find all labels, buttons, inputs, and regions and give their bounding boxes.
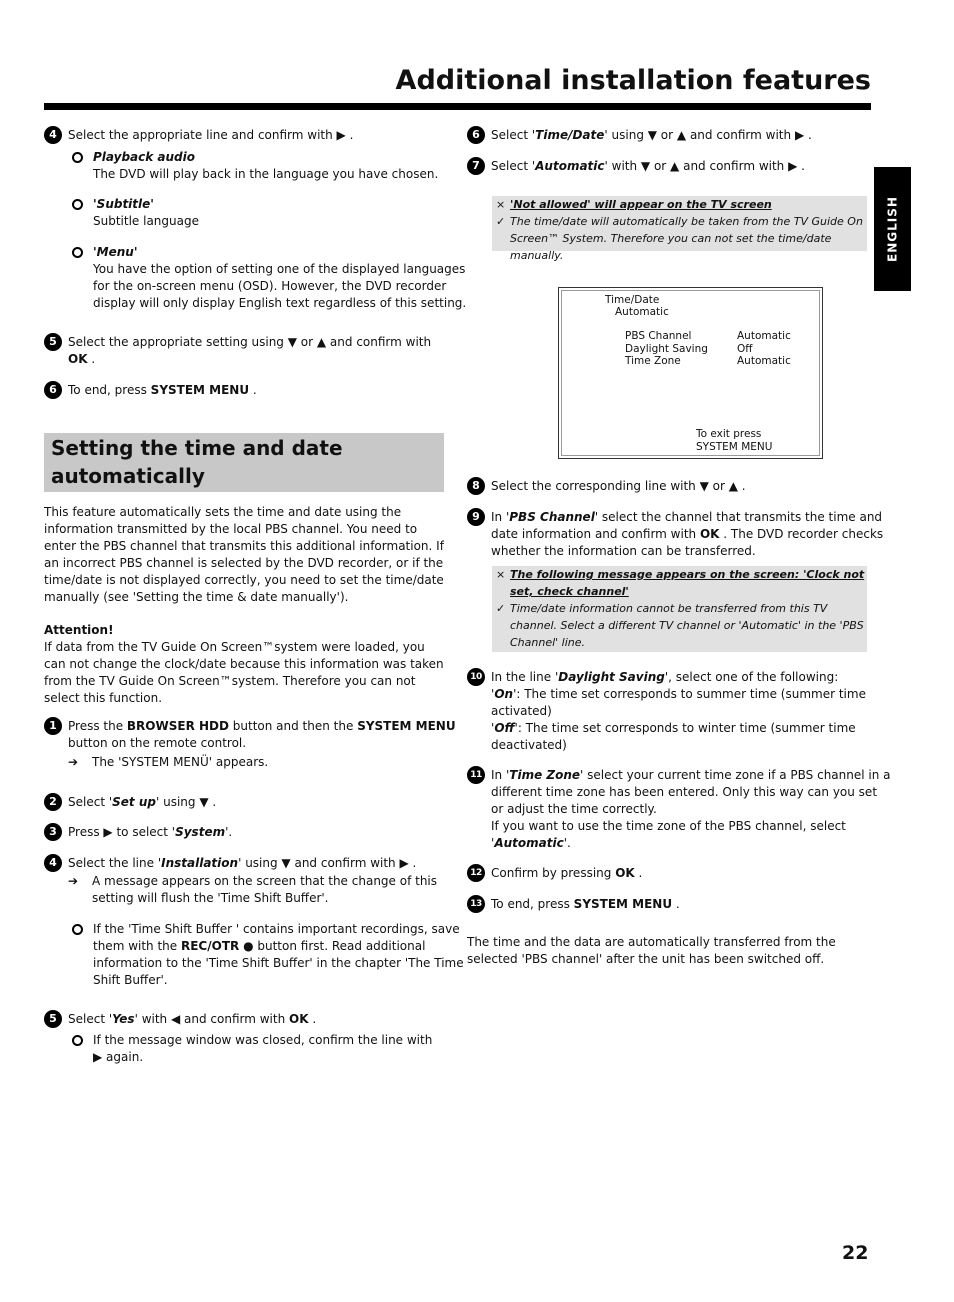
step-result: ➔ A message appears on the screen that the change of this setting will flush the 'Time Shift Buffer'. xyxy=(68,874,438,905)
system-menu-key: SYSTEM MENU xyxy=(573,897,673,911)
step-2-select-setup: 2 Select 'Set up' using ▼ . xyxy=(44,794,468,811)
right-arrow-icon: ▶ xyxy=(788,159,798,173)
option-label: Playback audio xyxy=(93,150,196,164)
language-tab-label: ENGLISH xyxy=(885,196,899,262)
step-1-press-browser: 1 Press the BROWSER HDD button and then the SYSTEM MENU button on the remote control. ➔ The 'SYSTEM MENÜ' appears. xyxy=(44,718,468,771)
step-7-select-automatic: 7 Select 'Automatic' with ▼ or ▲ and confirm with ▶ . xyxy=(467,158,891,175)
ok-key: OK xyxy=(289,1012,309,1026)
step-6-select-time-date: 6 Select 'Time/Date' using ▼ or ▲ and confirm with ▶ . xyxy=(467,127,891,144)
bullet-ring-icon xyxy=(72,247,83,258)
page-title: Additional installation features xyxy=(395,65,871,96)
section-heading-box xyxy=(44,433,444,492)
step-number: 9 xyxy=(467,508,485,526)
right-arrow-icon: ▶ xyxy=(794,128,805,142)
down-arrow-icon: ▼ xyxy=(647,128,657,142)
option-on: 'On': The time set corresponds to summer time (summer time activated) xyxy=(491,687,866,718)
bullet-ring-icon xyxy=(72,924,83,935)
option-description: Subtitle language xyxy=(93,214,199,228)
note-not-allowed xyxy=(492,196,867,262)
ok-key: OK xyxy=(615,866,635,880)
down-arrow-icon: ▼ xyxy=(640,159,651,173)
up-arrow-icon: ▲ xyxy=(676,128,687,142)
step-number: 1 xyxy=(44,717,62,735)
osd-row-label: Daylight Saving xyxy=(625,343,708,355)
check-icon: ✓ xyxy=(496,602,506,615)
step-number: 4 xyxy=(44,126,62,144)
note-clock-not-set xyxy=(492,566,867,652)
step-number: 12 xyxy=(467,864,485,882)
down-arrow-icon: ▼ xyxy=(699,479,709,493)
note-heading: The following message appears on the screen: 'Clock not set, check channel' xyxy=(510,568,865,598)
option-subtitle xyxy=(69,196,468,230)
down-arrow-icon: ▼ xyxy=(287,335,297,349)
osd-screen-illustration xyxy=(558,287,823,459)
intro-paragraph: This feature automatically sets the time and date using the information transmitted by the local PBS channel. You need to enter the PBS channel that transmits this additional information. If an incorrect PBS channel is selected by the DVD recorder, or if the time/date is not displayed correctly, you need to set the time/date manually (see 'Setting the time & date manually'). xyxy=(44,505,444,604)
step-3-select-system: 3 Press ▶ to select 'System'. xyxy=(44,824,468,841)
up-arrow-icon: ▲ xyxy=(316,335,327,349)
right-arrow-icon: ▶ xyxy=(103,825,113,839)
osd-exit-key: SYSTEM MENU xyxy=(696,441,773,453)
osd-exit-hint: To exit press xyxy=(696,428,762,440)
up-arrow-icon: ▲ xyxy=(670,159,680,173)
system-menu-key: SYSTEM MENU xyxy=(357,719,456,733)
rec-otr-key: REC/OTR xyxy=(180,939,240,953)
step-number: 6 xyxy=(467,126,485,144)
step-12-confirm: 12 Confirm by pressing OK . xyxy=(467,865,891,882)
result-arrow-icon: ➔ xyxy=(68,755,79,769)
note-body: Time/date information cannot be transferred from this TV channel. Select a different TV channel or 'Automatic' in the 'PBS Channel' line. xyxy=(510,602,864,649)
ok-key: OK xyxy=(68,352,88,366)
step-10-daylight-saving: 10 In the line 'Daylight Saving', select one of the following: 'On': The time set corresponds to summer time (summer time activated) 'Off': The time set corresponds to winter time (summer time deactivated) xyxy=(467,669,891,754)
option-playback-audio xyxy=(69,149,468,183)
step-number: 7 xyxy=(467,157,485,175)
cross-icon: × xyxy=(496,198,506,211)
step-4-select-installation: 4 Select the line 'Installation' using ▼ and confirm with ▶ . ➔ A message appears on the screen that the change of this setting will flush the 'Time Shift Buffer'. xyxy=(44,855,468,907)
bullet-ring-icon xyxy=(72,1035,83,1046)
option-description: The DVD will play back in the language you have chosen. xyxy=(93,167,439,181)
step-4-select-line: 4 Select the appropriate line and confirm with ▶ . xyxy=(44,127,468,144)
note-heading: 'Not allowed' will appear on the TV screen xyxy=(510,198,772,211)
option-label: 'Menu' xyxy=(93,245,138,259)
right-arrow-icon: ▶ xyxy=(93,1050,103,1064)
option-label: 'Subtitle' xyxy=(93,197,154,211)
step-13-end: 13 To end, press SYSTEM MENU . xyxy=(467,896,891,913)
osd-title: Time/Date xyxy=(605,294,660,306)
option-off: 'Off': The time set corresponds to winter time (summer time deactivated) xyxy=(491,721,856,752)
down-arrow-icon: ▼ xyxy=(199,795,209,809)
osd-subtitle: Automatic xyxy=(615,306,669,318)
closing-paragraph: The time and the data are automatically transferred from the selected 'PBS channel' after the unit has been switched off. xyxy=(467,935,836,966)
message-window-note: If the message window was closed, confirm the line with ▶ again. xyxy=(69,1032,468,1066)
ok-key: OK xyxy=(699,527,720,541)
time-shift-buffer-note: If the 'Time Shift Buffer ' contains important recordings, save them with the REC/OTR ● button first. Read additional information to the 'Time Shift Buffer' in the chapter 'The Time Shift Buffer'. xyxy=(69,921,468,989)
step-number: 6 xyxy=(44,381,62,399)
step-8-select-line: 8 Select the corresponding line with ▼ or ▲ . xyxy=(467,478,891,495)
option-menu xyxy=(69,244,468,312)
step-6-end: 6 To end, press SYSTEM MENU . xyxy=(44,382,468,399)
step-number: 3 xyxy=(44,823,62,841)
right-arrow-icon: ▶ xyxy=(399,856,409,870)
step-result: ➔ The 'SYSTEM MENÜ' appears. xyxy=(68,755,269,769)
option-description: You have the option of setting one of the displayed languages for the on-screen menu (OSD). However, the DVD recorder display will only display English text regardless of this setting. xyxy=(93,262,467,310)
step-number: 10 xyxy=(467,668,485,686)
section-title: Setting the time and date automatically xyxy=(51,436,343,488)
step-5-select-yes: 5 Select 'Yes' with ◀ and confirm with OK . xyxy=(44,1011,468,1028)
step-number: 2 xyxy=(44,793,62,811)
up-arrow-icon: ▲ xyxy=(728,479,738,493)
step-5-select-setting: 5 Select the appropriate setting using ▼ or ▲ and confirm with OK . xyxy=(44,334,468,368)
right-arrow-icon: ▶ xyxy=(336,128,346,142)
browser-hdd-key: BROWSER HDD xyxy=(126,719,229,733)
step-number: 5 xyxy=(44,333,62,351)
osd-row-label: Time Zone xyxy=(625,355,681,367)
cross-icon: × xyxy=(496,568,506,581)
bullet-ring-icon xyxy=(72,199,83,210)
language-tab xyxy=(874,167,911,291)
page-number: 22 xyxy=(842,1242,869,1264)
step-number: 13 xyxy=(467,895,485,913)
record-dot-icon: ● xyxy=(243,939,254,953)
attention-title: Attention! xyxy=(44,623,114,637)
system-menu-key: SYSTEM MENU xyxy=(150,383,250,397)
note-body: The time/date will automatically be taken from the TV Guide On Screen™ System. Therefore you can not set the time/date manually. xyxy=(510,215,863,262)
left-arrow-icon: ◀ xyxy=(170,1012,181,1026)
osd-row-value: Automatic xyxy=(737,330,791,342)
step-9-pbs-channel: 9 In 'PBS Channel' select the channel that transmits the time and date information and confirm with OK . The DVD recorder checks whether the information can be transferred. xyxy=(467,509,891,560)
bullet-ring-icon xyxy=(72,152,83,163)
step-number: 11 xyxy=(467,766,485,784)
result-arrow-icon: ➔ xyxy=(68,874,79,888)
title-rule xyxy=(44,103,871,110)
osd-row-value: Automatic xyxy=(737,355,791,367)
step-11-time-zone: 11 In 'Time Zone' select your current time zone if a PBS channel in a different time zone has been entered. Only this way can you set or adjust the time correctly. If you want to use the time zone of the PBS channel, select 'Automatic'. xyxy=(467,767,891,852)
osd-row-label: PBS Channel xyxy=(625,330,692,342)
down-arrow-icon: ▼ xyxy=(281,856,291,870)
step-number: 5 xyxy=(44,1010,62,1028)
attention-text: If data from the TV Guide On Screen™system were loaded, you can not change the clock/date because this information was taken from the TV Guide On Screen™system. Therefore you can not select this function. xyxy=(44,640,444,705)
osd-row-value: Off xyxy=(737,343,753,355)
step-number: 4 xyxy=(44,854,62,872)
check-icon: ✓ xyxy=(496,215,506,228)
step-number: 8 xyxy=(467,477,485,495)
